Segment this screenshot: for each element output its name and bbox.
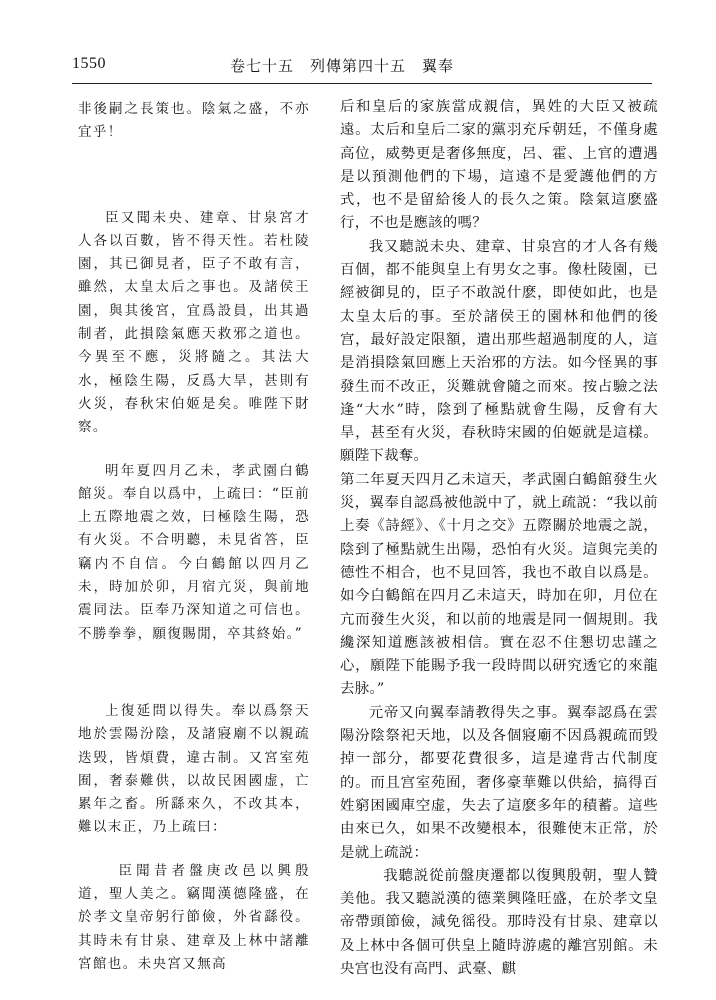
translation-paragraph: 我又聽説未央、建章、甘泉宫的才人各有幾百個，都不能與皇上有男女之事。像杜陵園，已經被御見的，臣子不敢説什麽，即使如此，也是太皇太后的事。至於諸侯王的園林和他們的後宫，最好設定限額，遣出那些超過制度的人，這是消損陰氣回應上天治邪的方法。如今怪異的事發生而不改正，災難就會隨之而來。按占驗之法逢“大水”時，陰到了極點就會生陽，反會有大旱，甚至有火災，春秋時宋國的伯姬就是這樣。願陛下裁奪。 xyxy=(340,238,658,465)
classical-paragraph: 非後嗣之長策也。陰氣之盛，不亦宜乎！ xyxy=(78,101,310,141)
translation-text-column xyxy=(340,96,658,981)
classical-text-column xyxy=(78,98,310,976)
translation-paragraph: 第二年夏天四月乙未這天，孝武園白鶴館發生火災，翼奉自認爲被他説中了，就上疏説：“我以前上奏《詩經》、《十月之交》五際關於地震之説，陰到了極點就生出陽，恐怕有火災。這與完美的德性不相合，也不見回答，我也不敢自以爲是。如今白鶴館在四月乙未這天，時加在卯，月位在亢而發生火災，和以前的地震是同一個規則。我纔深知道應該被相信。實在忍不住懇切忠謹之心，願陛下能賜予我一段時間以研究透它的來龍去脉。” xyxy=(340,471,658,698)
classical-paragraph: 臣聞昔者盤庚改邑以興殷道，聖人美之。竊聞漢德隆盛，在於孝文皇帝躬行節儉，外省繇役。其時未有甘泉、建章及上林中諸離宮館也。未央宮又無高 xyxy=(78,862,310,972)
translation-paragraph: 元帝又向翼奉請教得失之事。翼奉認爲在雲陽汾陰祭祀天地，以及各個寢廟不因爲親疏而毁掉一部分，都要花費很多，這是違背古代制度的。而且宫室苑囿，奢侈豪華難以供給，搞得百姓窮困國庫空虚，失去了這麽多年的積蓄。這些由來已久，如果不改變根本，很難使末正常，於是就上疏説： xyxy=(340,704,658,861)
classical-paragraph: 臣又聞未央、建章、甘泉宮才人各以百數，皆不得天性。若杜陵園，其已御見者，臣子不敢有言，雖然，太皇太后之事也。及諸侯王園，與其後宮，宜爲設員，出其過制者，此損陰氣應天救邪之道也。今異至不應，災將隨之。其法大水，極陰生陽，反爲大旱，甚則有火災，春秋宋伯姬是矣。唯陛下財察。 xyxy=(78,209,310,436)
classical-paragraph: 明年夏四月乙未，孝武園白鶴館災。奉自以爲中，上疏曰：“臣前上五際地震之效，曰極陰生陽，恐有火災。不合明聽，未見省答，臣竊内不自信。今白鶴館以四月乙未，時加於卯，月宿亢災，與前地震同法。臣奉乃深知道之可信也。不勝拳拳，願復賜閒，卒其終始。” xyxy=(78,462,310,642)
header-rule xyxy=(72,83,652,84)
page-number: 1550 xyxy=(72,55,106,72)
running-header: 卷七十五 列傳第四十五 翼奉 xyxy=(230,57,455,75)
translation-paragraph: 后和皇后的家族當成親信，異姓的大臣又被疏遠。太后和皇后二家的黨羽充斥朝廷，不僅身處高位，威勢更是奢侈無度，呂、霍、上官的遭遇是以預測他們的下場，這遠不是愛護他們的方式，也不是留給後人的長久之策。陰氣這麽盛行，不也是應該的嗎？ xyxy=(340,99,658,232)
translation-paragraph: 我聽説從前盤庚遷都以復興殷朝，聖人贊美他。我又聽説漢的德業興隆旺盛，在於孝文皇帝帶頭節儉，減免徭役。那時没有甘泉、建章以及上林中各個可供皇上隨時游處的離宫别館。未央宫也没有高門、武臺、麒 xyxy=(340,867,658,977)
classical-paragraph: 上復延問以得失。奉以爲祭天地於雲陽汾陰，及諸寢廟不以親疏迭毁，皆煩費，違古制。又宮室苑囿，奢泰難供，以故民困國虚，亡累年之畜。所繇來久，不改其本，難以末正，乃上疏曰： xyxy=(78,702,310,836)
